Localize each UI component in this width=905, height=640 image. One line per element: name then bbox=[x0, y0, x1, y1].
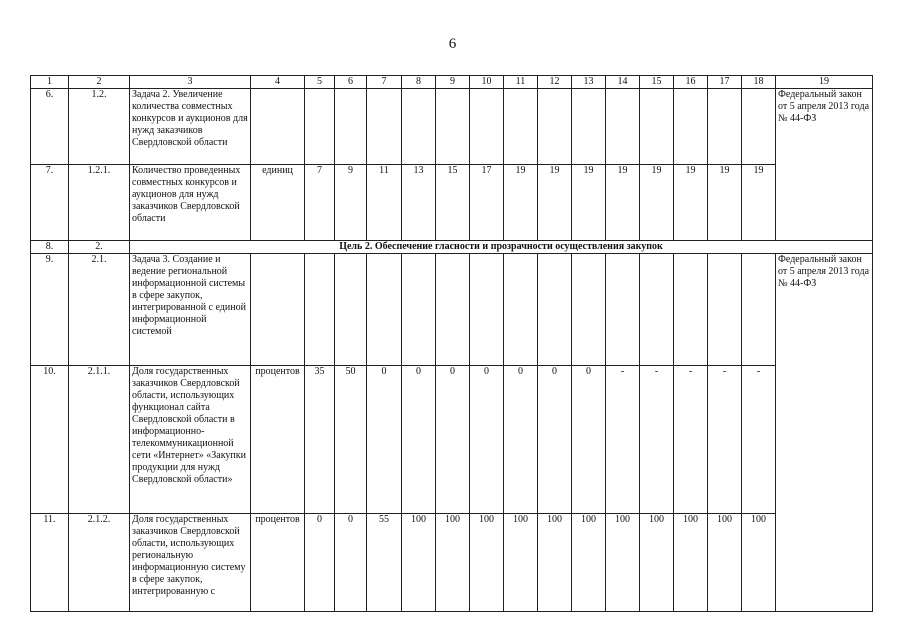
value-cell: 0 bbox=[367, 366, 402, 514]
value-cell bbox=[708, 89, 742, 165]
table-row bbox=[31, 254, 873, 366]
header-cell: 4 bbox=[251, 76, 305, 89]
header-cell: 7 bbox=[367, 76, 402, 89]
value-cell bbox=[335, 89, 367, 165]
value-cell: 0 bbox=[436, 366, 470, 514]
value-cell bbox=[504, 89, 538, 165]
row-description: Доля государственных заказчиков Свердловской области, использующих региональную информационную систему в сфере закупок, интегрированную с bbox=[130, 514, 251, 612]
value-cell bbox=[436, 254, 470, 366]
value-cell bbox=[470, 254, 504, 366]
value-cell: 19 bbox=[640, 165, 674, 241]
value-cell bbox=[470, 89, 504, 165]
header-cell: 6 bbox=[335, 76, 367, 89]
value-cell: - bbox=[742, 366, 776, 514]
row-description: Задача 3. Создание и ведение региональной информационной системы в сфере закупок, интегрированной с единой информационной системой bbox=[130, 254, 251, 366]
value-cell bbox=[674, 89, 708, 165]
header-cell: 13 bbox=[572, 76, 606, 89]
header-cell: 18 bbox=[742, 76, 776, 89]
value-cell: 0 bbox=[572, 366, 606, 514]
header-cell: 1 bbox=[31, 76, 69, 89]
header-cell: 2 bbox=[69, 76, 130, 89]
value-cell: 19 bbox=[538, 165, 572, 241]
value-cell: 11 bbox=[367, 165, 402, 241]
value-cell bbox=[538, 89, 572, 165]
value-cell: 100 bbox=[640, 514, 674, 612]
value-cell: 100 bbox=[606, 514, 640, 612]
value-cell bbox=[606, 89, 640, 165]
value-cell: 35 bbox=[305, 366, 335, 514]
indicators-table bbox=[30, 75, 873, 612]
value-cell: 100 bbox=[674, 514, 708, 612]
value-cell: 0 bbox=[335, 514, 367, 612]
value-cell bbox=[367, 254, 402, 366]
row-unit: процентов bbox=[251, 366, 305, 514]
value-cell: 19 bbox=[606, 165, 640, 241]
row-code: 2.1. bbox=[69, 254, 130, 366]
header-cell: 16 bbox=[674, 76, 708, 89]
value-cell: 100 bbox=[572, 514, 606, 612]
value-cell: 100 bbox=[436, 514, 470, 612]
page-number: 6 bbox=[448, 36, 457, 52]
row-number: 7. bbox=[31, 165, 69, 241]
row-description: Количество проведенных совместных конкурсов и аукционов для нужд заказчиков Свердловской области bbox=[130, 165, 251, 241]
row-number: 8. bbox=[31, 241, 69, 254]
row-number: 9. bbox=[31, 254, 69, 366]
value-cell: 19 bbox=[742, 165, 776, 241]
value-cell: 9 bbox=[335, 165, 367, 241]
header-cell: 10 bbox=[470, 76, 504, 89]
value-cell bbox=[606, 254, 640, 366]
value-cell: 0 bbox=[470, 366, 504, 514]
header-cell: 12 bbox=[538, 76, 572, 89]
value-cell: 13 bbox=[402, 165, 436, 241]
value-cell bbox=[708, 254, 742, 366]
header-cell: 5 bbox=[305, 76, 335, 89]
header-cell: 3 bbox=[130, 76, 251, 89]
table-row bbox=[31, 89, 873, 165]
value-cell bbox=[436, 89, 470, 165]
value-cell: 7 bbox=[305, 165, 335, 241]
row-code: 2.1.1. bbox=[69, 366, 130, 514]
row-unit bbox=[251, 89, 305, 165]
value-cell: 0 bbox=[402, 366, 436, 514]
value-cell: 19 bbox=[674, 165, 708, 241]
header-row bbox=[31, 76, 873, 89]
row-code: 1.2. bbox=[69, 89, 130, 165]
value-cell bbox=[742, 254, 776, 366]
value-cell: 100 bbox=[538, 514, 572, 612]
value-cell: - bbox=[606, 366, 640, 514]
value-cell bbox=[305, 254, 335, 366]
header-cell: 8 bbox=[402, 76, 436, 89]
value-cell bbox=[367, 89, 402, 165]
value-cell bbox=[402, 89, 436, 165]
value-cell: 19 bbox=[504, 165, 538, 241]
value-cell: - bbox=[708, 366, 742, 514]
value-cell bbox=[572, 254, 606, 366]
value-cell bbox=[572, 89, 606, 165]
table-row bbox=[31, 165, 873, 241]
goal-row bbox=[31, 241, 873, 254]
row-code: 2. bbox=[69, 241, 130, 254]
header-cell: 17 bbox=[708, 76, 742, 89]
value-cell: 100 bbox=[504, 514, 538, 612]
header-cell: 11 bbox=[504, 76, 538, 89]
row-number: 6. bbox=[31, 89, 69, 165]
row-code: 2.1.2. bbox=[69, 514, 130, 612]
row-description: Задача 2. Увеличение количества совместных конкурсов и аукционов для нужд заказчиков Свердловской области bbox=[130, 89, 251, 165]
row-unit: процентов bbox=[251, 514, 305, 612]
law-reference: Федеральный закон от 5 апреля 2013 года № 44-ФЗ bbox=[776, 89, 873, 241]
value-cell: 19 bbox=[572, 165, 606, 241]
goal-title: Цель 2. Обеспечение гласности и прозрачности осуществления закупок bbox=[130, 241, 873, 254]
value-cell: 50 bbox=[335, 366, 367, 514]
table-row bbox=[31, 514, 873, 612]
header-cell: 9 bbox=[436, 76, 470, 89]
value-cell bbox=[674, 254, 708, 366]
value-cell: - bbox=[674, 366, 708, 514]
value-cell bbox=[504, 254, 538, 366]
value-cell: 55 bbox=[367, 514, 402, 612]
row-number: 10. bbox=[31, 366, 69, 514]
value-cell bbox=[640, 89, 674, 165]
header-cell: 15 bbox=[640, 76, 674, 89]
value-cell: 19 bbox=[708, 165, 742, 241]
header-cell: 14 bbox=[606, 76, 640, 89]
value-cell: 100 bbox=[708, 514, 742, 612]
value-cell: 17 bbox=[470, 165, 504, 241]
value-cell: 0 bbox=[504, 366, 538, 514]
value-cell: - bbox=[640, 366, 674, 514]
row-unit bbox=[251, 254, 305, 366]
header-cell: 19 bbox=[776, 76, 873, 89]
value-cell bbox=[305, 89, 335, 165]
row-number: 11. bbox=[31, 514, 69, 612]
value-cell bbox=[742, 89, 776, 165]
value-cell: 100 bbox=[470, 514, 504, 612]
value-cell: 0 bbox=[305, 514, 335, 612]
row-unit: единиц bbox=[251, 165, 305, 241]
value-cell: 15 bbox=[436, 165, 470, 241]
value-cell: 100 bbox=[402, 514, 436, 612]
row-description: Доля государственных заказчиков Свердловской области, использующих функционал сайта Свердловской области в информационно-телекоммуникационной сети «Интернет» «Закупки продукции для нужд Свердловской области» bbox=[130, 366, 251, 514]
value-cell bbox=[335, 254, 367, 366]
table-row bbox=[31, 366, 873, 514]
value-cell bbox=[640, 254, 674, 366]
law-reference: Федеральный закон от 5 апреля 2013 года № 44-ФЗ bbox=[776, 254, 873, 612]
value-cell bbox=[402, 254, 436, 366]
value-cell bbox=[538, 254, 572, 366]
value-cell: 100 bbox=[742, 514, 776, 612]
row-code: 1.2.1. bbox=[69, 165, 130, 241]
value-cell: 0 bbox=[538, 366, 572, 514]
